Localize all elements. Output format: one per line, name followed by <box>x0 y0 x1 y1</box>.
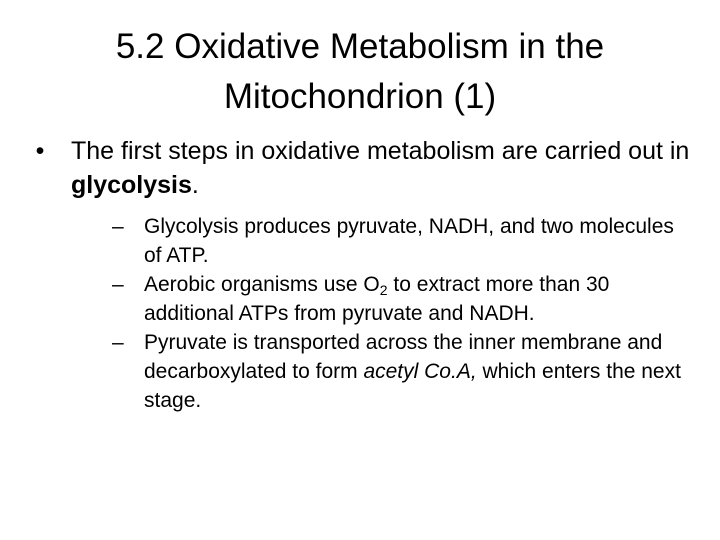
bullet-item-glycolysis <box>30 134 690 415</box>
sub-bullet-text-after: which enters the next stage. <box>144 360 681 412</box>
sub-bullet-text-before: Aerobic organisms use O <box>144 273 380 296</box>
sub-bullet-item-pyruvate-transport <box>71 328 690 415</box>
sub-bullet-marker: – <box>112 273 124 296</box>
bullet-list <box>30 134 690 415</box>
bullet-text-before: The first steps in oxidative metabolism are carried out in <box>71 137 690 165</box>
sub-bullet-text-after: to extract more than 30 additional ATPs from pyruvate and NADH. <box>144 273 610 325</box>
slide-title-line-2: Mitochondrion (1) <box>223 77 497 116</box>
sub-bullet-item-aerobic-organisms <box>71 270 690 328</box>
sub-bullet-marker: – <box>112 215 124 238</box>
slide-title <box>40 22 680 122</box>
slide-title-line-1: 5.2 Oxidative Metabolism in the <box>115 27 605 66</box>
oxygen-subscript: 2 <box>379 282 388 298</box>
sub-bullet-marker: – <box>112 331 124 354</box>
sub-bullet-item-glycolysis-products <box>71 212 690 270</box>
sub-bullet-italic-term: acetyl Co.A, <box>363 360 477 383</box>
bullet-bold-term: glycolysis <box>71 171 192 199</box>
sub-bullet-text: Glycolysis produces pyruvate, NADH, and two molecules of ATP. <box>144 215 674 267</box>
sub-bullet-list <box>71 212 690 415</box>
bullet-text-after: . <box>191 171 199 199</box>
bullet-marker: • <box>35 137 45 165</box>
sub-bullet-text-before: Pyruvate is transported across the inner membrane and decarboxylated to form <box>144 331 663 383</box>
